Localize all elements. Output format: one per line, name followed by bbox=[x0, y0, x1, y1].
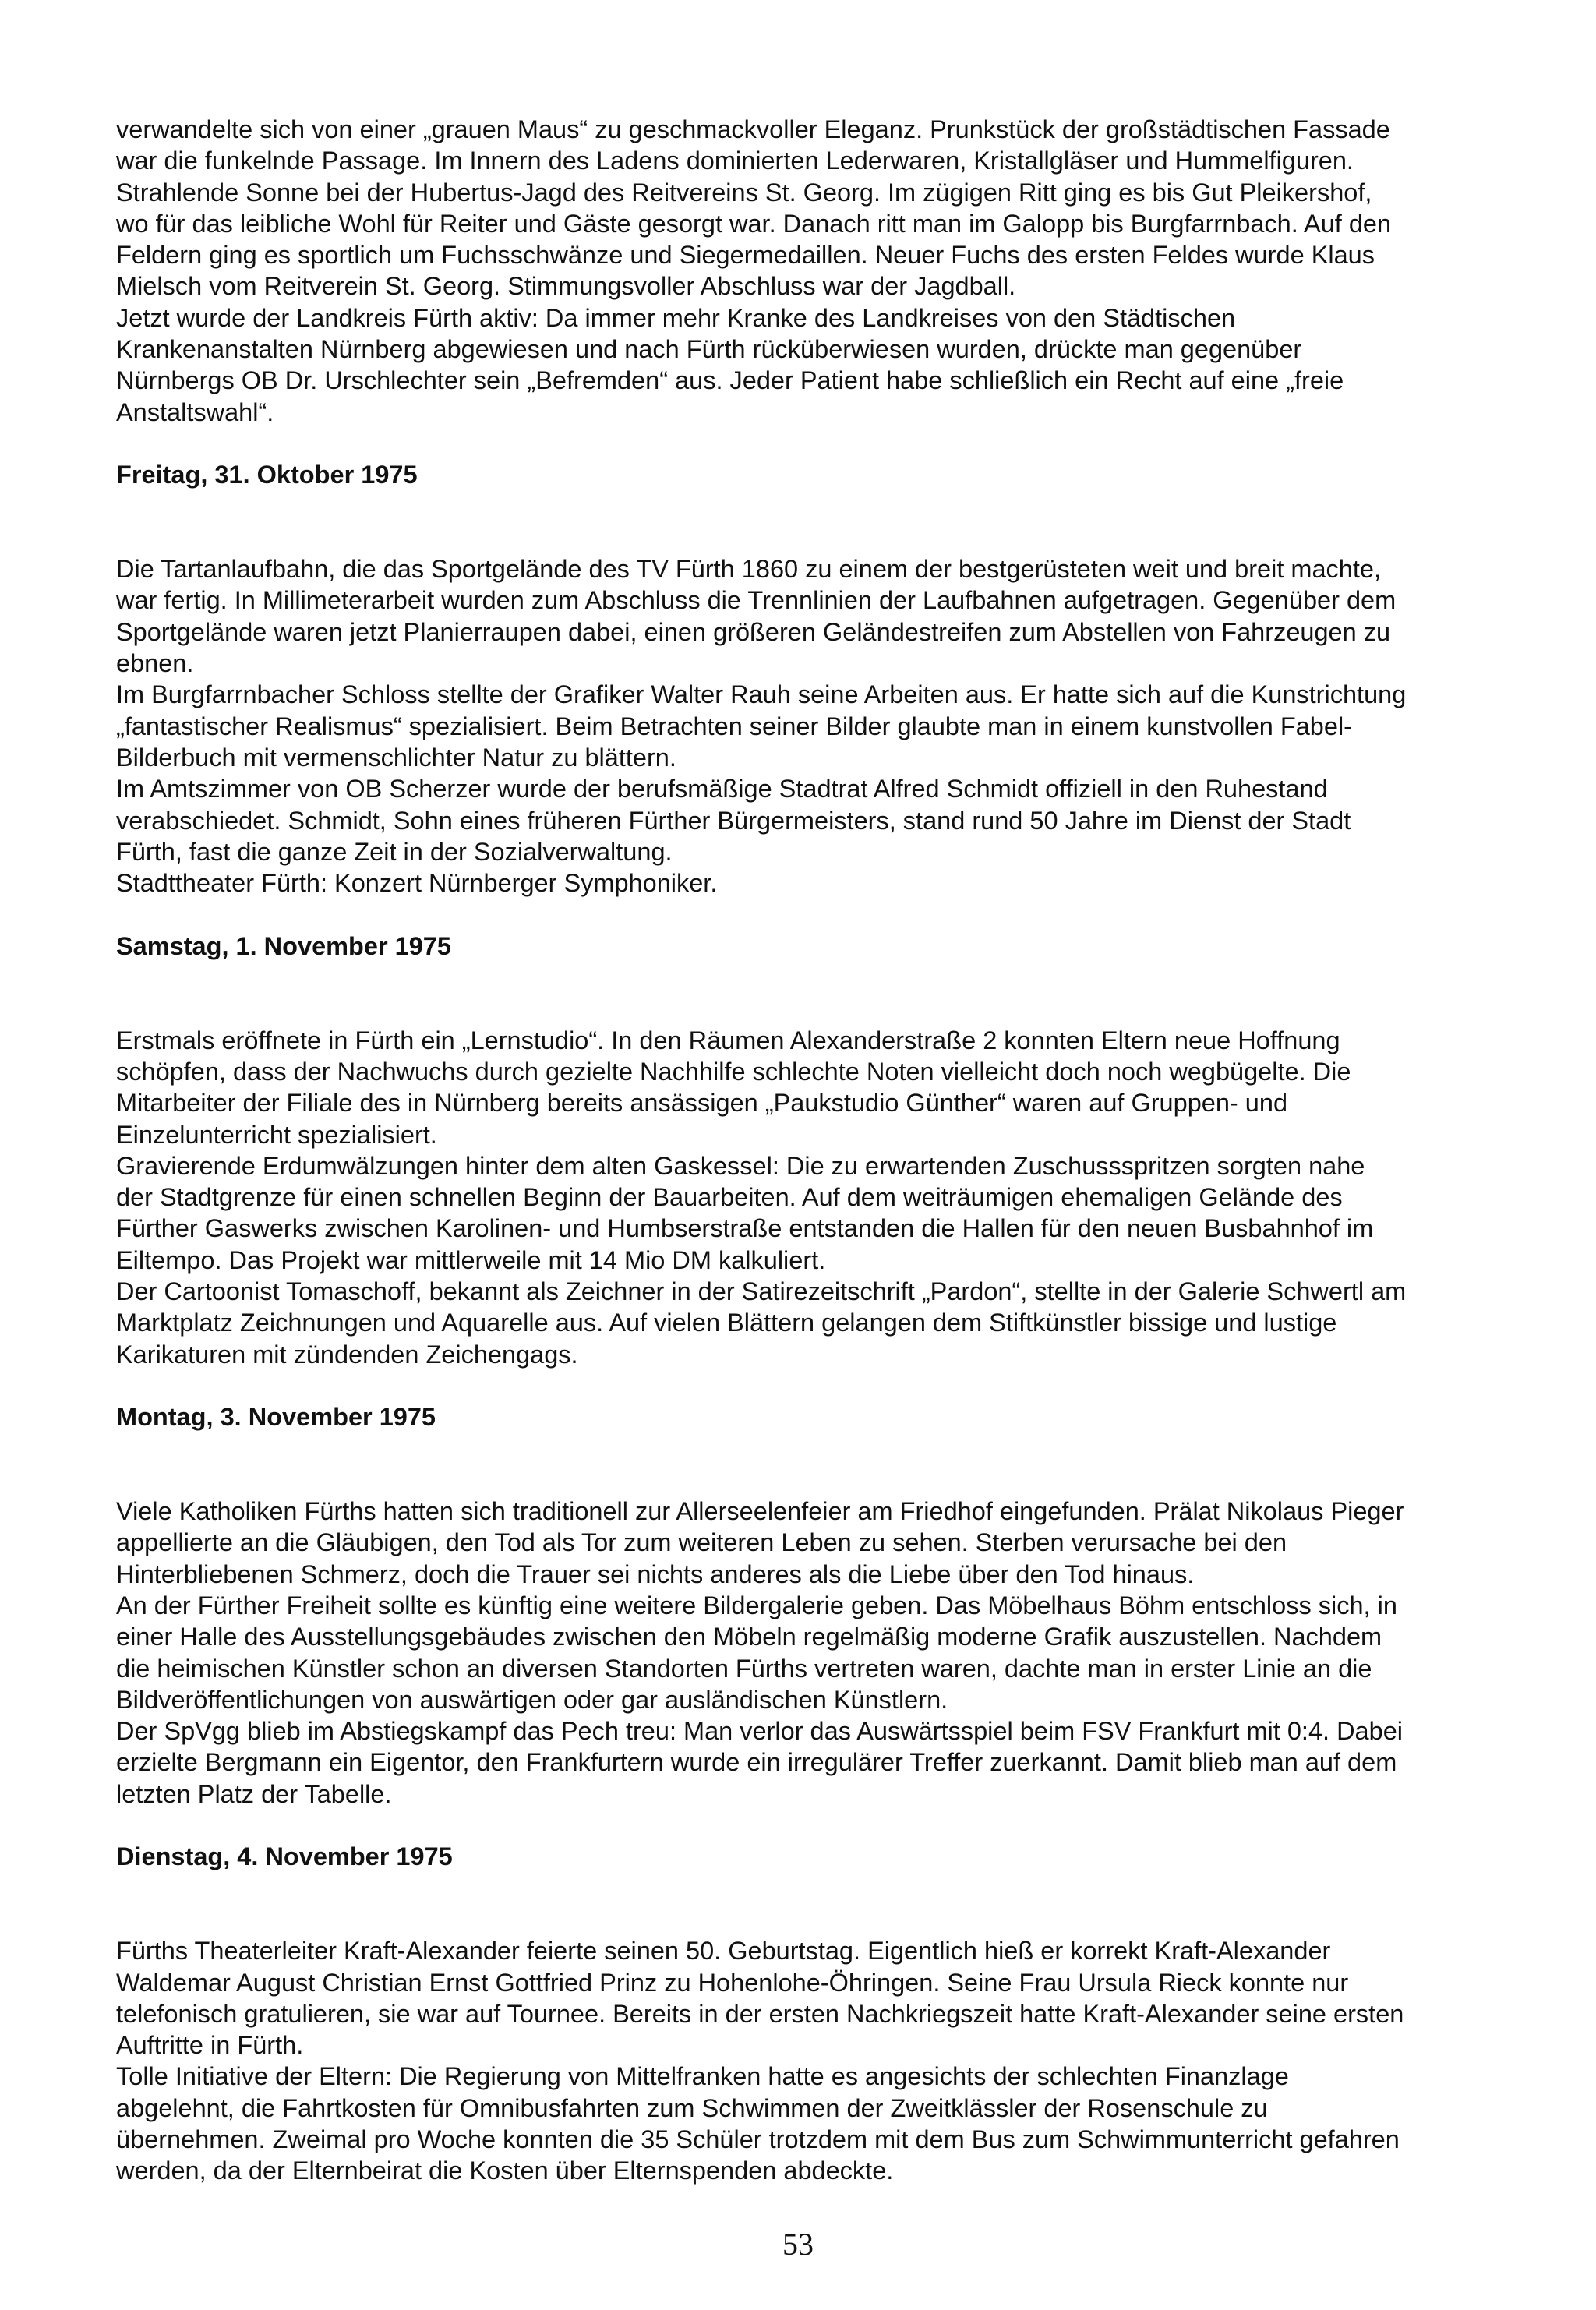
text-line: war fertig. In Millimeterarbeit wurden zum Abschluss die Trennlinien der Laufbahnen aufgetragen. Gegenüber dem bbox=[116, 586, 1396, 615]
text-line: ebnen. bbox=[116, 649, 194, 678]
text-line: einer Halle des Ausstellungsgebäudes zwischen den Möbeln regelmäßig moderne Grafik auszustellen. Nachdem bbox=[116, 1623, 1382, 1651]
text-line: „fantastischer Realismus“ spezialisiert. Beim Betrachten seiner Bilder glaubte man in einem kunstvollen Fabel- bbox=[116, 712, 1352, 740]
text-line: Fürths Theaterleiter Kraft-Alexander feierte seinen 50. Geburtstag. Eigentlich hieß er korrekt Kraft-Alexander bbox=[116, 1937, 1331, 1966]
text-line: telefonisch gratulieren, sie war auf Tournee. Bereits in der ersten Nachkriegszeit hatte Kraft-Alexander seine ersten bbox=[116, 1999, 1404, 2028]
text-line: Fürther Gaswerks zwischen Karolinen- und Humbserstraße entstanden die Hallen für den neuen Busbahnhof im bbox=[116, 1214, 1374, 1243]
text-line: verwandelte sich von einer „grauen Maus“ zu geschmackvoller Eleganz. Prunkstück der großstädtischen Fassade bbox=[116, 115, 1390, 143]
spacer bbox=[116, 491, 1503, 522]
text-line: Die Tartanlaufbahn, die das Sportgelände des TV Fürth 1860 zu einem der bestgerüsteten weit und breit machte, bbox=[116, 555, 1382, 584]
spacer bbox=[116, 1904, 1503, 1935]
paragraph bbox=[116, 553, 1503, 899]
text-line: war die funkelnde Passage. Im Innern des Ladens dominierten Lederwaren, Kristallgläser und Hummelfiguren. bbox=[116, 147, 1354, 175]
text-line: Viele Katholiken Fürths hatten sich traditionell zur Allerseelenfeier am Friedhof eingefunden. Prälat Nikolaus Pieger bbox=[116, 1497, 1404, 1526]
date-heading: Montag, 3. November 1975 bbox=[116, 1403, 436, 1432]
text-line: Eiltempo. Das Projekt war mittlerweile mit 14 Mio DM kalkuliert. bbox=[116, 1245, 826, 1274]
text-line: Im Amtszimmer von OB Scherzer wurde der berufsmäßige Stadtrat Alfred Schmidt offiziell in den Ruhestand bbox=[116, 775, 1328, 804]
paragraph bbox=[116, 114, 1503, 428]
text-line: werden, da der Elternbeirat die Kosten über Elternspenden abdeckte. bbox=[116, 2156, 894, 2185]
text-line: Fürth, fast die ganze Zeit in der Sozialverwaltung. bbox=[116, 837, 673, 866]
date-heading: Samstag, 1. November 1975 bbox=[116, 931, 451, 960]
text-line: Nürnbergs OB Dr. Urschlechter sein „Befremden“ aus. Jeder Patient habe schließlich ein Recht auf eine „freie bbox=[116, 366, 1344, 395]
spacer bbox=[116, 899, 1503, 930]
document-body bbox=[116, 0, 1503, 2187]
page-number: 53 bbox=[782, 2226, 814, 2262]
paragraph bbox=[116, 1496, 1503, 1810]
text-line: Anstaltswahl“. bbox=[116, 397, 274, 426]
paragraph bbox=[116, 1935, 1503, 2186]
text-line: Waldemar August Christian Ernst Gottfried Prinz zu Hohenlohe-Öhringen. Seine Frau Ursula Rieck konnte nur bbox=[116, 1968, 1349, 1997]
text-line: Der SpVgg blieb im Abstiegskampf das Pech treu: Man verlor das Auswärtsspiel beim FSV Frankfurt mit 0:4. Dabei bbox=[116, 1717, 1403, 1746]
text-line: Jetzt wurde der Landkreis Fürth aktiv: Da immer mehr Kranke des Landkreises von den Städtischen bbox=[116, 303, 1236, 332]
text-line: Karikaturen mit zündenden Zeichengags. bbox=[116, 1340, 578, 1369]
spacer bbox=[116, 1464, 1503, 1496]
text-line: Bildveröffentlichungen von auswärtigen oder gar ausländischen Künstlern. bbox=[116, 1685, 948, 1714]
text-line: schöpfen, dass der Nachwuchs durch gezielte Nachhilfe schlechte Noten vielleicht doch noch wegbügelte. Die bbox=[116, 1057, 1351, 1086]
date-heading: Freitag, 31. Oktober 1975 bbox=[116, 461, 418, 489]
spacer bbox=[116, 1873, 1503, 1904]
text-line: Im Burgfarrnbacher Schloss stellte der Grafiker Walter Rauh seine Arbeiten aus. Er hatte sich auf die Kunstrichtung bbox=[116, 680, 1407, 709]
text-line: An der Fürther Freiheit sollte es künftig eine weitere Bildergalerie geben. Das Möbelhaus Böhm entschloss sich, in bbox=[116, 1591, 1397, 1619]
text-line: Der Cartoonist Tomaschoff, bekannt als Zeichner in der Satirezeitschrift „Pardon“, stellte in der Galerie Schwertl am bbox=[116, 1277, 1407, 1305]
text-line: Strahlende Sonne bei der Hubertus-Jagd des Reitvereins St. Georg. Im zügigen Ritt ging es bis Gut Pleikershof, bbox=[116, 178, 1372, 207]
text-line: die heimischen Künstler schon an diversen Standorten Fürths vertreten waren, dachte man in erster Linie an die bbox=[116, 1654, 1372, 1683]
paragraph bbox=[116, 1025, 1503, 1370]
text-line: letzten Platz der Tabelle. bbox=[116, 1779, 392, 1808]
text-line: übernehmen. Zweimal pro Woche konnten die 35 Schüler trotzdem mit dem Bus zum Schwimmunterricht gefahren bbox=[116, 2125, 1400, 2153]
text-line: Auftritte in Fürth. bbox=[116, 2031, 304, 2060]
spacer bbox=[116, 1370, 1503, 1401]
text-line: abgelehnt, die Fahrtkosten für Omnibusfahrten zum Schwimmen der Zweitklässler der Rosenschule zu bbox=[116, 2093, 1268, 2122]
text-line: erzielte Bergmann ein Eigentor, den Frankfurtern wurde ein irregulärer Treffer zuerkannt. Damit blieb man auf dem bbox=[116, 1748, 1397, 1777]
text-line: Einzelunterricht spezialisiert. bbox=[116, 1120, 437, 1149]
spacer bbox=[116, 1810, 1503, 1841]
text-line: Gravierende Erdumwälzungen hinter dem alten Gaskessel: Die zu erwartenden Zuschussspritzen sorgten nahe bbox=[116, 1151, 1365, 1180]
spacer bbox=[116, 962, 1503, 993]
text-line: Mielsch vom Reitverein St. Georg. Stimmungsvoller Abschluss war der Jagdball. bbox=[116, 272, 1016, 301]
text-line: Marktplatz Zeichnungen und Aquarelle aus. Auf vielen Blättern gelangen dem Stiftkünstler bissige und lustige bbox=[116, 1309, 1337, 1337]
text-line: Mitarbeiter der Filiale des in Nürnberg bereits ansässigen „Paukstudio Günther“ waren auf Gruppen- und bbox=[116, 1089, 1288, 1118]
date-heading: Dienstag, 4. November 1975 bbox=[116, 1842, 453, 1871]
text-line: Erstmals eröffnete in Fürth ein „Lernstudio“. In den Räumen Alexanderstraße 2 konnten Eltern neue Hoffnung bbox=[116, 1026, 1340, 1054]
text-line: Stadttheater Fürth: Konzert Nürnberger Symphoniker. bbox=[116, 869, 718, 898]
spacer bbox=[116, 428, 1503, 459]
spacer bbox=[116, 1432, 1503, 1464]
text-line: der Stadtgrenze für einen schnellen Beginn der Bauarbeiten. Auf dem weiträumigen ehemaligen Gelände des bbox=[116, 1183, 1343, 1212]
text-line: wo für das leibliche Wohl für Reiter und Gäste gesorgt war. Danach ritt man im Galopp bis Burgfarrnbach. Auf den bbox=[116, 209, 1392, 238]
spacer bbox=[116, 522, 1503, 553]
text-line: Hinterbliebenen Schmerz, doch die Trauer sei nichts anderes als die Liebe über den Tod hinaus. bbox=[116, 1559, 1195, 1588]
text-line: Krankenanstalten Nürnberg abgewiesen und nach Fürth rücküberwiesen wurden, drückte man gegenüber bbox=[116, 335, 1302, 364]
text-line: Tolle Initiative der Eltern: Die Regierung von Mittelfranken hatte es angesichts der schlechten Finanzlage bbox=[116, 2062, 1289, 2091]
text-line: Sportgelände waren jetzt Planierraupen dabei, einen größeren Geländestreifen zum Abstellen von Fahrzeugen zu bbox=[116, 617, 1391, 646]
text-line: verabschiedet. Schmidt, Sohn eines früheren Fürther Bürgermeisters, stand rund 50 Jahre im Dienst der Stadt bbox=[116, 806, 1351, 835]
spacer bbox=[116, 993, 1503, 1024]
text-line: Feldern ging es sportlich um Fuchsschwänze und Siegermedaillen. Neuer Fuchs des ersten Feldes wurde Klaus bbox=[116, 241, 1375, 270]
text-line: Bilderbuch mit vermenschlichter Natur zu blättern. bbox=[116, 743, 676, 772]
text-line: appellierte an die Gläubigen, den Tod als Tor zum weiteren Leben zu sehen. Sterben verursache bei den bbox=[116, 1528, 1287, 1557]
